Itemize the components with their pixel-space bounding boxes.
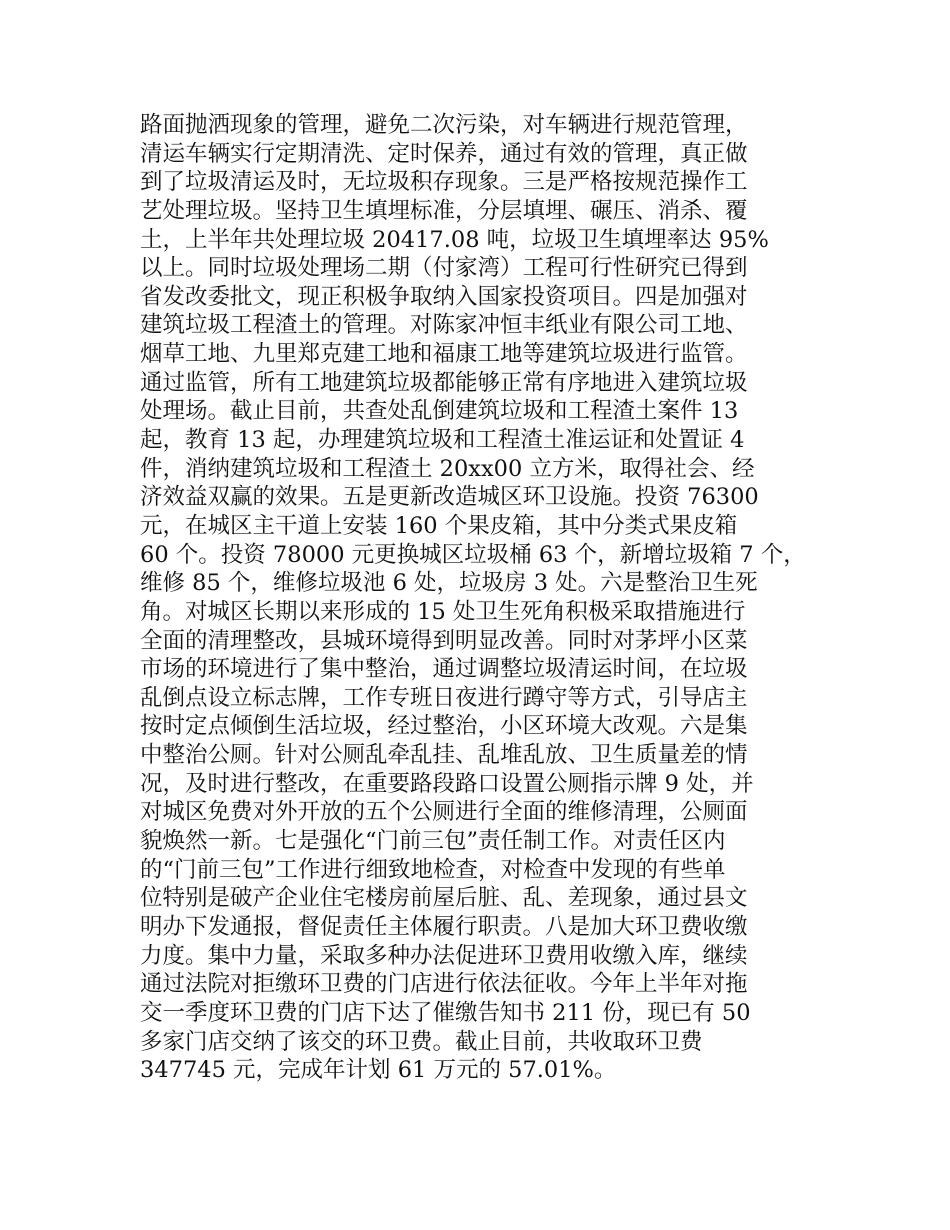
text-line: 角。对城区长期以来形成的 15 处卫生死角积极采取措施进行 <box>140 598 746 625</box>
text-line: 烟草工地、九里郑克建工地和福康工地等建筑垃圾进行监管。 <box>140 341 748 368</box>
text-line: 全面的清理整改，县城环境得到明显改善。同时对茅坪小区菜 <box>140 627 748 654</box>
text-line: 明办下发通报，督促责任主体履行职责。八是加大环卫费收缴 <box>140 913 748 940</box>
text-line: 件，消纳建筑垃圾和工程渣土 20xx00 立方米，取得社会、经 <box>140 455 755 482</box>
text-line: 交一季度环卫费的门店下达了催缴告知书 211 份，现已有 50 <box>140 999 751 1026</box>
text-line: 起，教育 13 起，办理建筑垃圾和工程渣土准运证和处置证 4 <box>140 427 745 454</box>
text-line: 到了垃圾清运及时，无垃圾积存现象。三是严格按规范操作工 <box>140 169 748 196</box>
body-text <box>140 111 820 1085</box>
text-line: 347745 元，完成年计划 61 万元的 57.01%。 <box>140 1057 617 1084</box>
text-line: 维修 85 个，维修垃圾池 6 处，垃圾房 3 处。六是整治卫生死 <box>140 570 758 597</box>
text-line: 的“门前三包”工作进行细致地检查，对检查中发现的有些单 <box>140 856 726 883</box>
text-line: 以上。同时垃圾处理场二期（付家湾）工程可行性研究已得到 <box>140 255 748 282</box>
text-line: 省发改委批文，现正积极争取纳入国家投资项目。四是加强对 <box>140 283 748 310</box>
text-line: 路面抛洒现象的管理，避免二次污染，对车辆进行规范管理， <box>140 112 748 138</box>
text-line: 元，在城区主干道上安装 160 个果皮箱，其中分类式果皮箱 <box>140 512 738 539</box>
text-line: 土，上半年共处理垃圾 20417.08 吨，垃圾卫生填埋率达 95% <box>140 226 769 253</box>
text-line: 市场的环境进行了集中整治，通过调整垃圾清运时间，在垃圾 <box>140 656 748 683</box>
text-line: 乱倒点设立标志牌，工作专班日夜进行蹲守等方式，引导店主 <box>140 684 748 711</box>
text-line: 建筑垃圾工程渣土的管理。对陈家冲恒丰纸业有限公司工地、 <box>140 312 748 339</box>
text-line: 中整治公厕。针对公厕乱牵乱挂、乱堆乱放、卫生质量差的情 <box>140 742 748 769</box>
text-line: 多家门店交纳了该交的环卫费。截止目前，共收取环卫费 <box>140 1028 703 1055</box>
text-line: 按时定点倾倒生活垃圾，经过整治，小区环境大改观。六是集 <box>140 713 748 740</box>
text-line: 处理场。截止目前，共查处乱倒建筑垃圾和工程渣土案件 13 <box>140 398 739 425</box>
text-line: 况，及时进行整改，在重要路段路口设置公厕指示牌 9 处，并 <box>140 770 754 797</box>
text-line: 通过监管，所有工地建筑垃圾都能够正常有序地进入建筑垃圾 <box>140 369 748 396</box>
text-line: 清运车辆实行定期清洗、定时保养，通过有效的管理，真正做 <box>140 140 748 167</box>
text-line: 通过法院对拒缴环卫费的门店进行依法征收。今年上半年对拖 <box>140 971 748 998</box>
text-line: 位特别是破产企业住宅楼房前屋后脏、乱、差现象，通过县文 <box>140 885 748 912</box>
text-line: 艺处理垃圾。坚持卫生填埋标准，分层填埋、碾压、消杀、覆 <box>140 197 748 224</box>
text-line: 对城区免费对外开放的五个公厕进行全面的维修清理，公厕面 <box>140 799 748 826</box>
text-line: 貌焕然一新。七是强化“门前三包”责任制工作。对责任区内 <box>140 828 726 855</box>
text-line: 60 个。投资 78000 元更换城区垃圾桶 63 个，新增垃圾箱 7 个， <box>140 541 806 568</box>
text-line: 力度。集中力量，采取多种办法促进环卫费用收缴入库，继续 <box>140 942 748 969</box>
text-line: 济效益双赢的效果。五是更新改造城区环卫设施。投资 76300 <box>140 484 759 511</box>
